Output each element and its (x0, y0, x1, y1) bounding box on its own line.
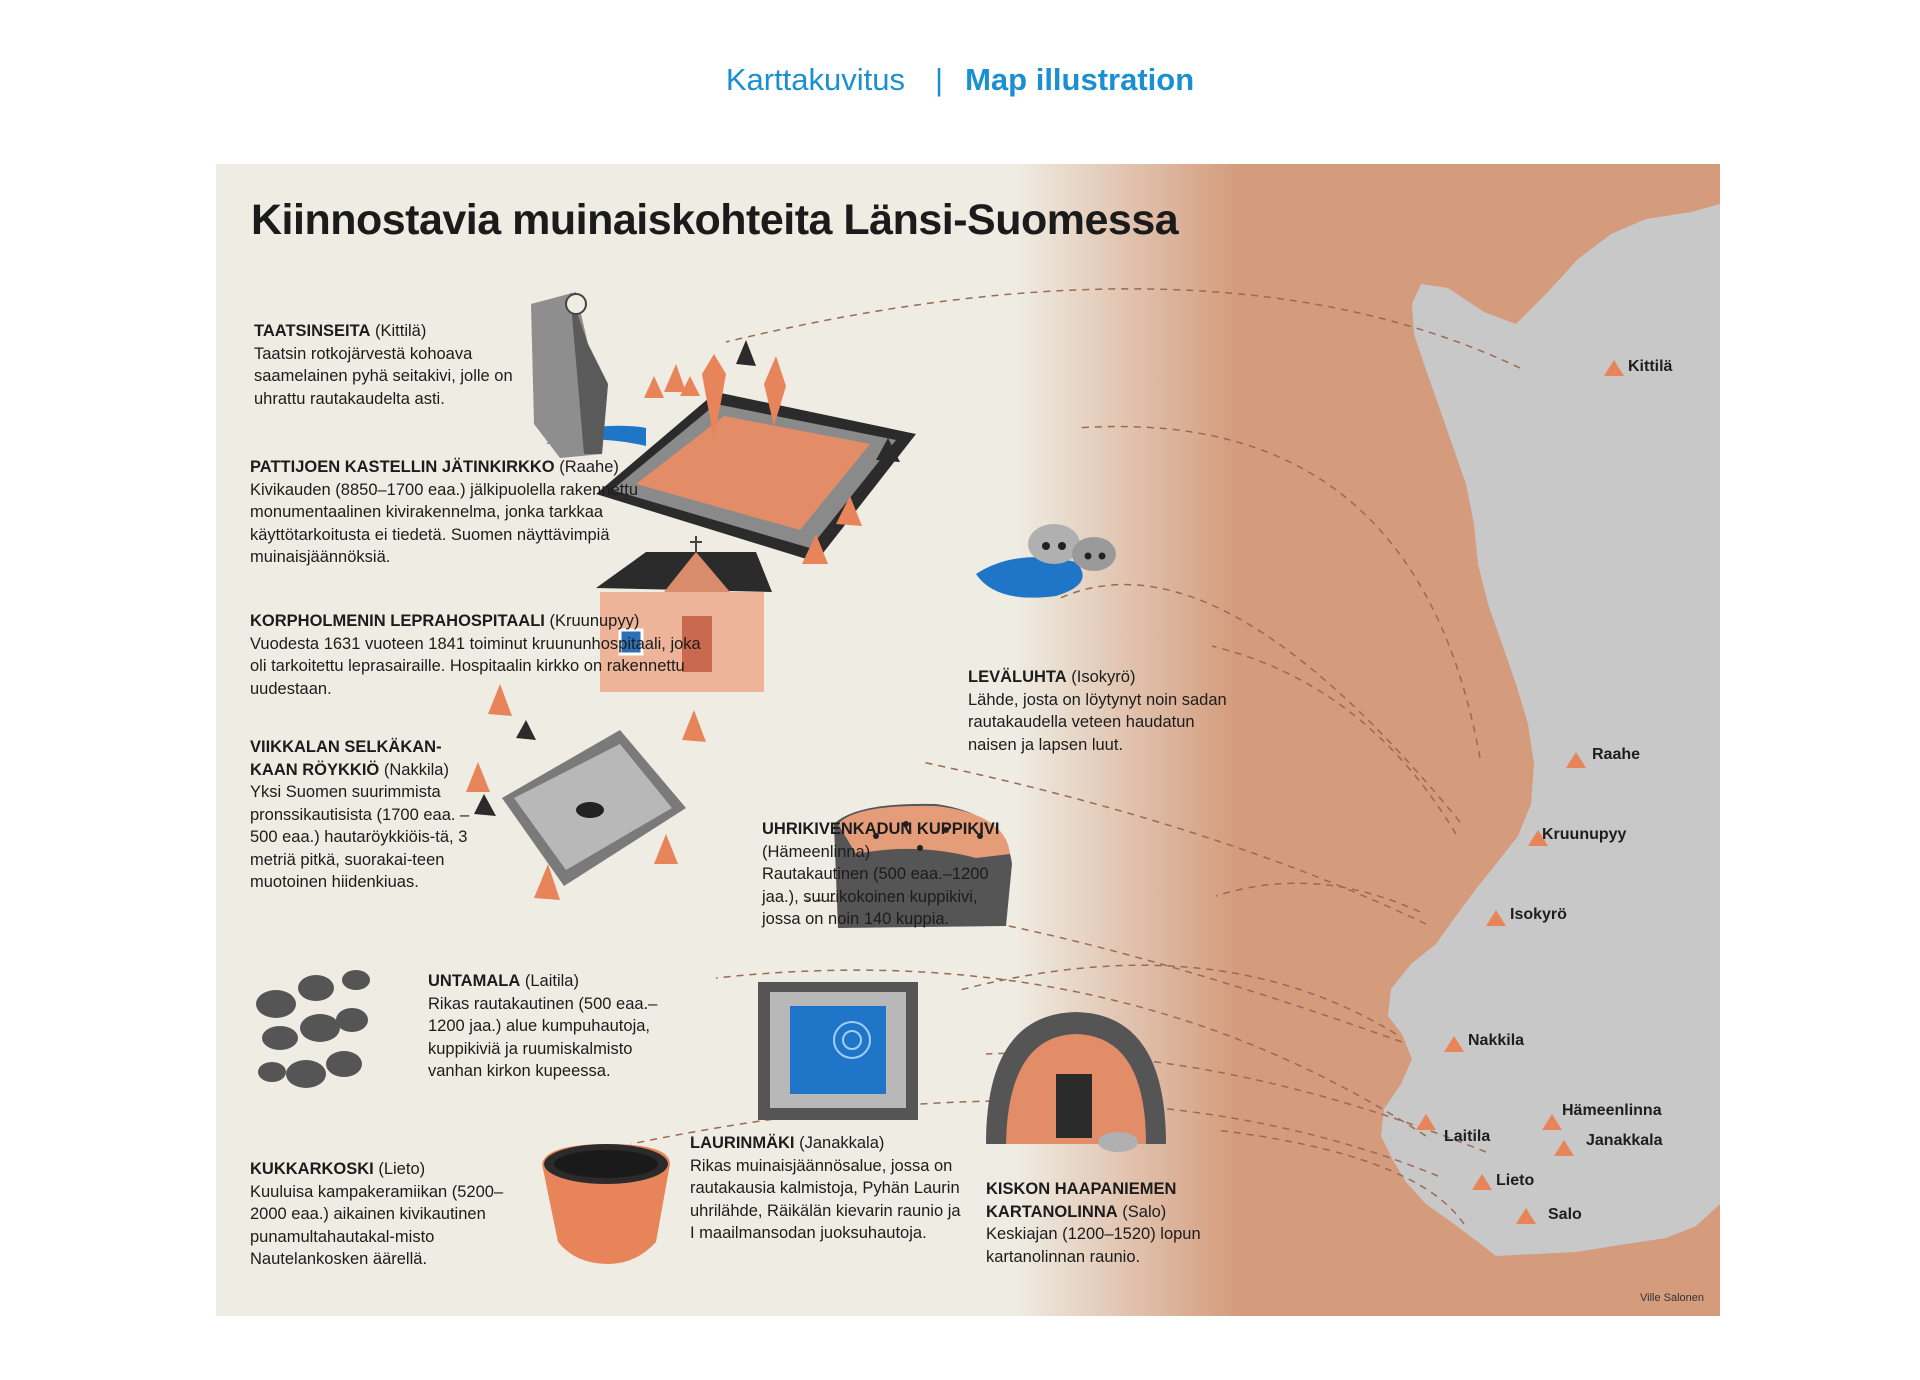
site-name: UHRIKIVENKADUN KUPPIKIVI (762, 820, 1000, 838)
header-title-en: Map illustration (965, 62, 1195, 97)
site-uhrikivenkatu (762, 818, 1018, 931)
header-title-fi: Karttakuvitus (725, 62, 906, 97)
site-description: Kivikauden (8850–1700 eaa.) jälkipuolella rakennettu monumentaalinen kivirakennelma, jonka tarkkaa käyttötarkoitusta ei tiedetä. Suomen näyttävimpiä muinaisjäännöksiä. (250, 480, 639, 566)
site-location: (Laitila) (524, 972, 579, 990)
site-untamala (428, 970, 684, 1083)
site-location: (Lieto) (378, 1160, 426, 1178)
site-name: KISKON HAAPANIEMEN KARTANOLINNA (986, 1180, 1177, 1221)
site-name: KUKKARKOSKI (250, 1160, 374, 1178)
site-description: Taatsin rotkojärvestä kohoava saamelainen pyhä seitakivi, jolle on uhrattu rautakaudelta asti. (254, 344, 513, 408)
kukkarkoski-illustration (542, 1144, 670, 1264)
site-description: Kuuluisa kampakeramiikan (5200–2000 eaa.) aikainen kivikautinen punamultahautakal-misto Nautelankosken äärellä. (250, 1182, 504, 1268)
site-levaluhta (968, 666, 1228, 756)
header-separator: | (935, 62, 944, 97)
site-location: (Hämeenlinna) (762, 842, 871, 861)
city-label-lieto: Lieto (1496, 1172, 1535, 1189)
site-name: KORPHOLMENIN LEPRAHOSPITAALI (250, 612, 545, 630)
map-illustration (216, 164, 1720, 1316)
city-label-kruunupyy: Kruunupyy (1542, 826, 1627, 843)
city-label-hameenlinna: Hämeenlinna (1562, 1102, 1662, 1119)
city-label-isokyro: Isokyrö (1510, 906, 1567, 923)
city-label-salo: Salo (1548, 1206, 1582, 1223)
city-label-nakkila: Nakkila (1468, 1032, 1525, 1049)
illustrator-credit: Ville Salonen (1639, 1292, 1704, 1304)
site-location: (Salo) (1122, 1202, 1167, 1221)
site-kukkarkoski (250, 1158, 522, 1271)
page-header (0, 62, 1920, 98)
site-description: Rautakautinen (500 eaa.–1200 jaa.), suurikokoinen kuppikivi, jossa on noin 140 kuppia. (762, 865, 989, 928)
site-name: VIIKKALAN SELKÄKAN-KAAN RÖYKKIÖ (250, 738, 442, 779)
site-location: (Raahe) (559, 458, 619, 476)
site-location: (Nakkila) (383, 760, 449, 779)
site-description: Vuodesta 1631 vuoteen 1841 toiminut kruununhospitaali, joka oli tarkoitettu leprasairaille. Hospitaalin kirkko on rakennettu uudestaan. (250, 634, 701, 698)
site-description: Yksi Suomen suurimmista pronssikautisista (1700 eaa. – 500 eaa.) hautaröykkiöis-tä, 3 metriä pitkä, suorakai-teen muotoinen hiidenkiuas. (250, 783, 470, 891)
city-label-kittila: Kittilä (1628, 358, 1673, 375)
city-label-janakkala: Janakkala (1586, 1132, 1663, 1149)
laurinmaki-illustration (758, 982, 918, 1120)
site-location: (Kittilä) (375, 322, 427, 340)
site-name: PATTIJOEN KASTELLIN JÄTINKIRKKO (250, 458, 555, 476)
city-label-laitila: Laitila (1444, 1128, 1491, 1145)
site-name: LAURINMÄKI (690, 1134, 795, 1152)
site-location: (Kruunupyy) (549, 612, 640, 630)
site-description: Rikas muinaisjäännösalue, jossa on rautakausia kalmistoja, Pyhän Laurin uhrilähde, Räikälän kievarin raunio ja I maailmansodan juoksuhautoja. (690, 1156, 961, 1242)
site-description: Keskiajan (1200–1520) lopun kartanolinnan raunio. (986, 1225, 1201, 1266)
site-location: (Janakkala) (799, 1134, 885, 1152)
site-name: UNTAMALA (428, 972, 521, 990)
site-description: Lähde, josta on löytynyt noin sadan rautakaudella veteen haudatun naisen ja lapsen luut. (968, 690, 1227, 754)
city-label-raahe: Raahe (1592, 746, 1641, 763)
site-pattijoki (250, 456, 700, 569)
site-korpholmen (250, 610, 720, 700)
site-taatsinseita (254, 320, 554, 410)
site-description: Rikas rautakautinen (500 eaa.–1200 jaa.) alue kumpuhautoja, kuppikiviä ja ruumiskalmisto vanhan kirkon kupeessa. (428, 994, 658, 1080)
site-name: LEVÄLUHTA (968, 668, 1067, 686)
site-name: TAATSINSEITA (254, 322, 371, 340)
site-kisko (986, 1178, 1236, 1268)
map-title: Kiinnostavia muinaiskohteita Länsi-Suomessa (251, 196, 1179, 244)
untamala-illustration (256, 970, 370, 1088)
site-location: (Isokyrö) (1071, 668, 1136, 686)
site-laurinmaki (690, 1132, 962, 1245)
site-viikkala (250, 736, 478, 894)
roykkio-illustration (466, 684, 706, 900)
